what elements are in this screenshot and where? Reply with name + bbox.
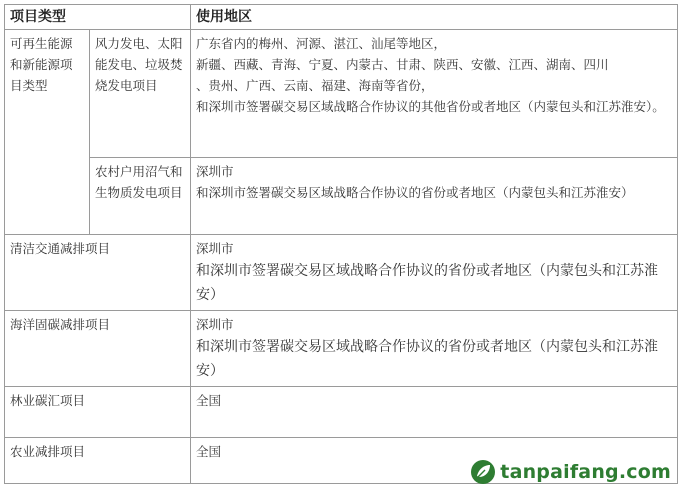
- table-row: [5, 30, 678, 158]
- forestry-label: 林业碳汇项目: [5, 387, 191, 438]
- region-line: 和深圳市签署碳交易区域战略合作协议的其他省份或者地区（内蒙包头和江苏淮安）。: [196, 99, 665, 114]
- transport-label: 清洁交通减排项目: [5, 235, 191, 311]
- watermark-logo: [470, 459, 671, 485]
- ocean-region: [191, 311, 678, 387]
- leaf-logo-icon: [470, 459, 496, 485]
- table-header-row: [5, 5, 678, 30]
- table-row: [5, 235, 678, 311]
- header-usage-region: 使用地区: [191, 5, 678, 30]
- region-line: 深圳市: [196, 241, 234, 256]
- region-line: 新疆、西藏、青海、宁夏、内蒙古、甘肃、陕西、安徽、江西、湖南、四川: [196, 57, 609, 72]
- table-row: [5, 311, 678, 387]
- watermark-text: tanpaifang.com: [500, 461, 671, 483]
- wind-solar-region: [191, 30, 678, 158]
- agriculture-label: 农业减排项目: [5, 438, 191, 484]
- region-line: 、贵州、广西、云南、福建、海南等省份，: [196, 78, 434, 93]
- region-line: 广东省内的梅州、河源、湛江、汕尾等地区，: [196, 36, 447, 51]
- agriculture-region: 全国: [191, 438, 678, 484]
- renewable-category-cell: 可再生能源和新能源项目类型: [5, 30, 90, 235]
- region-line: 深圳市: [196, 164, 234, 179]
- biogas-label: 农村户用沼气和生物质发电项目: [90, 158, 191, 235]
- header-project-type: 项目类型: [5, 5, 191, 30]
- biogas-region: [191, 158, 678, 235]
- project-region-table: [4, 4, 678, 484]
- region-line: 和深圳市签署碳交易区域战略合作协议的省份或者地区（内蒙包头和江苏淮安）: [196, 339, 658, 379]
- forestry-region: 全国: [191, 387, 678, 438]
- table-row: [5, 158, 678, 235]
- region-line: 深圳市: [196, 317, 234, 332]
- wind-solar-label: 风力发电、太阳能发电、垃圾焚烧发电项目: [90, 30, 191, 158]
- ocean-label: 海洋固碳减排项目: [5, 311, 191, 387]
- region-line: 和深圳市签署碳交易区域战略合作协议的省份或者地区（内蒙包头和江苏淮安）: [196, 185, 634, 200]
- region-line: 和深圳市签署碳交易区域战略合作协议的省份或者地区（内蒙包头和江苏淮安）: [196, 263, 658, 303]
- transport-region: [191, 235, 678, 311]
- table-row: [5, 387, 678, 438]
